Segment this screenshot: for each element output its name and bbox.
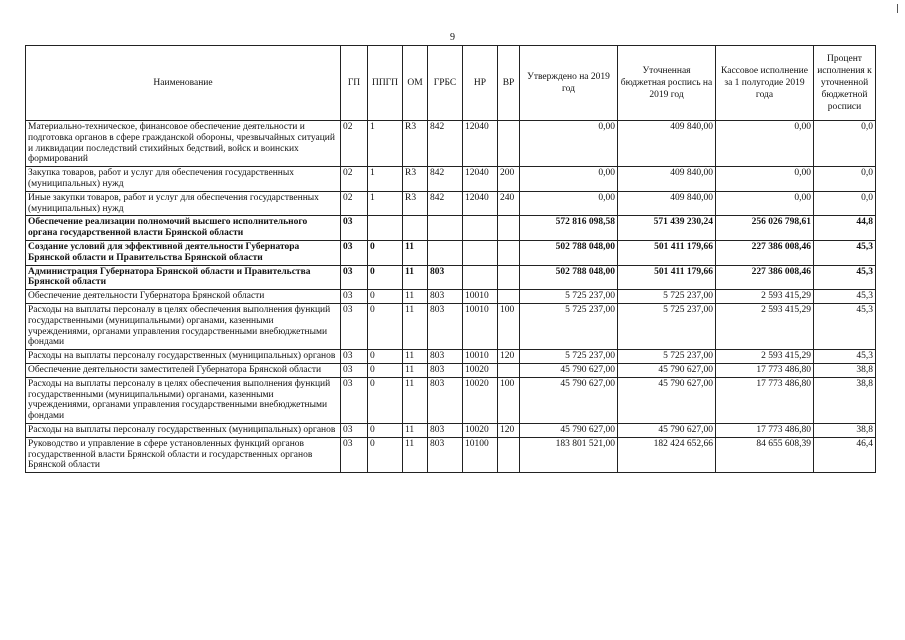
- cell-nr: [463, 265, 498, 290]
- cell-cash: 84 655 608,39: [716, 437, 814, 472]
- cell-gp: 03: [341, 290, 368, 304]
- cell-approved: 5 725 237,00: [520, 303, 618, 349]
- cell-nr: 10020: [463, 423, 498, 437]
- cell-grbs: 842: [428, 191, 463, 216]
- cell-vr: [498, 121, 520, 167]
- cell-ppgp: 0: [368, 290, 403, 304]
- cell-refined: 182 424 652,66: [618, 437, 716, 472]
- table-row: [26, 121, 876, 167]
- table-row: [26, 363, 876, 377]
- cell-om: R3: [403, 167, 428, 192]
- cell-cash: 0,00: [716, 167, 814, 192]
- cell-nr: 10020: [463, 363, 498, 377]
- cell-cash: 0,00: [716, 121, 814, 167]
- header-cash: Кассовое исполнение за 1 полугодие 2019 года: [716, 46, 814, 121]
- cell-approved: 45 790 627,00: [520, 423, 618, 437]
- cell-name: Материально-техническое, финансовое обеспечение деятельности и подготовка органов в сфере гражданской обороны, чрезвычайных ситуаций и ликвидации последствий стихийных бедствий, войск и воинских формирований: [26, 121, 341, 167]
- table-row: [26, 265, 876, 290]
- cell-om: 11: [403, 303, 428, 349]
- cell-percent: 0,0: [814, 121, 876, 167]
- cell-approved: 502 788 048,00: [520, 265, 618, 290]
- header-nr: НР: [463, 46, 498, 121]
- cell-vr: [498, 290, 520, 304]
- cell-name: Расходы на выплаты персоналу в целях обеспечения выполнения функций государственными (муниципальными) органами, казенными учреждениями, органами управления государственными внебюджетными фондами: [26, 303, 341, 349]
- cell-gp: 03: [341, 240, 368, 265]
- cell-refined: 409 840,00: [618, 191, 716, 216]
- cell-refined: 5 725 237,00: [618, 303, 716, 349]
- cell-name: Обеспечение деятельности Губернатора Брянской области: [26, 290, 341, 304]
- table-row: [26, 377, 876, 423]
- cell-name: Расходы на выплаты персоналу государственных (муниципальных) органов: [26, 350, 341, 364]
- cell-approved: 0,00: [520, 121, 618, 167]
- table-row: [26, 290, 876, 304]
- cell-om: 11: [403, 377, 428, 423]
- cell-refined: 501 411 179,66: [618, 240, 716, 265]
- cell-gp: 03: [341, 377, 368, 423]
- cell-refined: 45 790 627,00: [618, 377, 716, 423]
- cell-ppgp: 0: [368, 377, 403, 423]
- cell-vr: 200: [498, 167, 520, 192]
- header-vr: ВР: [498, 46, 520, 121]
- cell-cash: 17 773 486,80: [716, 377, 814, 423]
- cell-percent: 45,3: [814, 265, 876, 290]
- cell-cash: 256 026 798,61: [716, 216, 814, 241]
- cell-approved: 502 788 048,00: [520, 240, 618, 265]
- cell-vr: 120: [498, 423, 520, 437]
- cell-cash: 2 593 415,29: [716, 350, 814, 364]
- cell-percent: 46,4: [814, 437, 876, 472]
- cell-approved: 572 816 098,58: [520, 216, 618, 241]
- cell-grbs: [428, 240, 463, 265]
- cell-grbs: 842: [428, 121, 463, 167]
- cell-ppgp: 0: [368, 363, 403, 377]
- cell-vr: 120: [498, 350, 520, 364]
- cell-cash: 0,00: [716, 191, 814, 216]
- cell-approved: 45 790 627,00: [520, 377, 618, 423]
- cell-gp: 03: [341, 265, 368, 290]
- budget-table: [25, 45, 876, 473]
- cell-name: Обеспечение реализации полномочий высшего исполнительного органа государственной власти Брянской области: [26, 216, 341, 241]
- cell-ppgp: 0: [368, 437, 403, 472]
- cell-om: 11: [403, 363, 428, 377]
- cell-gp: 03: [341, 437, 368, 472]
- cell-om: [403, 216, 428, 241]
- header-ppgp: ППГП: [368, 46, 403, 121]
- cell-nr: 12040: [463, 121, 498, 167]
- cell-refined: 5 725 237,00: [618, 350, 716, 364]
- cell-cash: 227 386 008,46: [716, 265, 814, 290]
- cell-approved: 0,00: [520, 191, 618, 216]
- cell-name: Обеспечение деятельности заместителей Губернатора Брянской области: [26, 363, 341, 377]
- cell-gp: 03: [341, 303, 368, 349]
- cell-ppgp: 1: [368, 167, 403, 192]
- cell-om: 11: [403, 290, 428, 304]
- cell-cash: 2 593 415,29: [716, 303, 814, 349]
- table-row: [26, 191, 876, 216]
- cell-vr: [498, 216, 520, 241]
- cell-name: Администрация Губернатора Брянской области и Правительства Брянской области: [26, 265, 341, 290]
- cell-ppgp: 0: [368, 350, 403, 364]
- cell-gp: 03: [341, 216, 368, 241]
- table-row: [26, 350, 876, 364]
- cell-refined: 45 790 627,00: [618, 363, 716, 377]
- cell-nr: 12040: [463, 191, 498, 216]
- cell-cash: 227 386 008,46: [716, 240, 814, 265]
- cell-refined: 409 840,00: [618, 167, 716, 192]
- cell-gp: 02: [341, 121, 368, 167]
- cell-vr: 100: [498, 377, 520, 423]
- cell-gp: 02: [341, 191, 368, 216]
- cell-om: R3: [403, 121, 428, 167]
- header-name: Наименование: [26, 46, 341, 121]
- cell-vr: [498, 265, 520, 290]
- cell-percent: 45,3: [814, 350, 876, 364]
- cell-percent: 45,3: [814, 290, 876, 304]
- cell-refined: 501 411 179,66: [618, 265, 716, 290]
- cell-approved: 5 725 237,00: [520, 350, 618, 364]
- cell-gp: 03: [341, 423, 368, 437]
- cell-cash: 2 593 415,29: [716, 290, 814, 304]
- cell-om: 11: [403, 350, 428, 364]
- cell-nr: [463, 216, 498, 241]
- cell-cash: 17 773 486,80: [716, 423, 814, 437]
- cell-approved: 45 790 627,00: [520, 363, 618, 377]
- cell-approved: 183 801 521,00: [520, 437, 618, 472]
- table-row: [26, 437, 876, 472]
- cell-grbs: 803: [428, 377, 463, 423]
- cell-grbs: 803: [428, 350, 463, 364]
- cell-grbs: 803: [428, 363, 463, 377]
- cell-om: 11: [403, 265, 428, 290]
- header-grbs: ГРБС: [428, 46, 463, 121]
- cell-nr: [463, 240, 498, 265]
- cell-om: R3: [403, 191, 428, 216]
- cell-ppgp: 1: [368, 191, 403, 216]
- header-om: ОМ: [403, 46, 428, 121]
- cell-percent: 38,8: [814, 363, 876, 377]
- header-refined: Уточненная бюджетная роспись на 2019 год: [618, 46, 716, 121]
- cell-grbs: 842: [428, 167, 463, 192]
- cell-name: Расходы на выплаты персоналу в целях обеспечения выполнения функций государственными (муниципальными) органами, казенными учреждениями, органами управления государственными внебюджетными фондами: [26, 377, 341, 423]
- cell-cash: 17 773 486,80: [716, 363, 814, 377]
- cell-approved: 5 725 237,00: [520, 290, 618, 304]
- cell-ppgp: 0: [368, 240, 403, 265]
- table-row: [26, 303, 876, 349]
- cell-om: 11: [403, 423, 428, 437]
- cell-name: Создание условий для эффективной деятельности Губернатора Брянской области и Правительства Брянской области: [26, 240, 341, 265]
- cell-percent: 38,8: [814, 423, 876, 437]
- cell-grbs: [428, 216, 463, 241]
- cell-name: Закупка товаров, работ и услуг для обеспечения государственных (муниципальных) нужд: [26, 167, 341, 192]
- table-body: [26, 121, 876, 473]
- table-row: [26, 216, 876, 241]
- cell-refined: 409 840,00: [618, 121, 716, 167]
- cell-nr: 12040: [463, 167, 498, 192]
- cell-vr: 240: [498, 191, 520, 216]
- cell-percent: 45,3: [814, 240, 876, 265]
- table-header-row: [26, 46, 876, 121]
- cell-percent: 44,8: [814, 216, 876, 241]
- cell-nr: 10010: [463, 303, 498, 349]
- cell-ppgp: 0: [368, 303, 403, 349]
- cell-refined: 45 790 627,00: [618, 423, 716, 437]
- cell-nr: 10020: [463, 377, 498, 423]
- cell-grbs: 803: [428, 265, 463, 290]
- cell-ppgp: 1: [368, 121, 403, 167]
- cell-vr: [498, 437, 520, 472]
- table-row: [26, 423, 876, 437]
- cell-grbs: 803: [428, 437, 463, 472]
- cell-name: Иные закупки товаров, работ и услуг для обеспечения государственных (муниципальных) нужд: [26, 191, 341, 216]
- table-row: [26, 240, 876, 265]
- cell-vr: [498, 240, 520, 265]
- header-approved: Утверждено на 2019 год: [520, 46, 618, 121]
- page-number: 9: [450, 32, 455, 43]
- cell-refined: 571 439 230,24: [618, 216, 716, 241]
- cell-nr: 10010: [463, 290, 498, 304]
- cell-percent: 0,0: [814, 167, 876, 192]
- cell-vr: [498, 363, 520, 377]
- table-row: [26, 167, 876, 192]
- cell-percent: 0,0: [814, 191, 876, 216]
- cell-grbs: 803: [428, 290, 463, 304]
- cell-name: Расходы на выплаты персоналу государственных (муниципальных) органов: [26, 423, 341, 437]
- cell-gp: 02: [341, 167, 368, 192]
- cell-percent: 45,3: [814, 303, 876, 349]
- header-gp: ГП: [341, 46, 368, 121]
- cell-om: 11: [403, 240, 428, 265]
- page-corner-mark: [897, 4, 898, 13]
- cell-grbs: 803: [428, 303, 463, 349]
- cell-ppgp: 0: [368, 423, 403, 437]
- cell-approved: 0,00: [520, 167, 618, 192]
- cell-grbs: 803: [428, 423, 463, 437]
- cell-ppgp: 0: [368, 265, 403, 290]
- cell-nr: 10010: [463, 350, 498, 364]
- header-percent: Процент исполнения к уточненной бюджетной росписи: [814, 46, 876, 121]
- cell-vr: 100: [498, 303, 520, 349]
- cell-gp: 03: [341, 363, 368, 377]
- cell-refined: 5 725 237,00: [618, 290, 716, 304]
- cell-percent: 38,8: [814, 377, 876, 423]
- cell-gp: 03: [341, 350, 368, 364]
- cell-name: Руководство и управление в сфере установленных функций органов государственной власти Брянской области и государственных органов Брянской области: [26, 437, 341, 472]
- cell-om: 11: [403, 437, 428, 472]
- cell-ppgp: [368, 216, 403, 241]
- cell-nr: 10100: [463, 437, 498, 472]
